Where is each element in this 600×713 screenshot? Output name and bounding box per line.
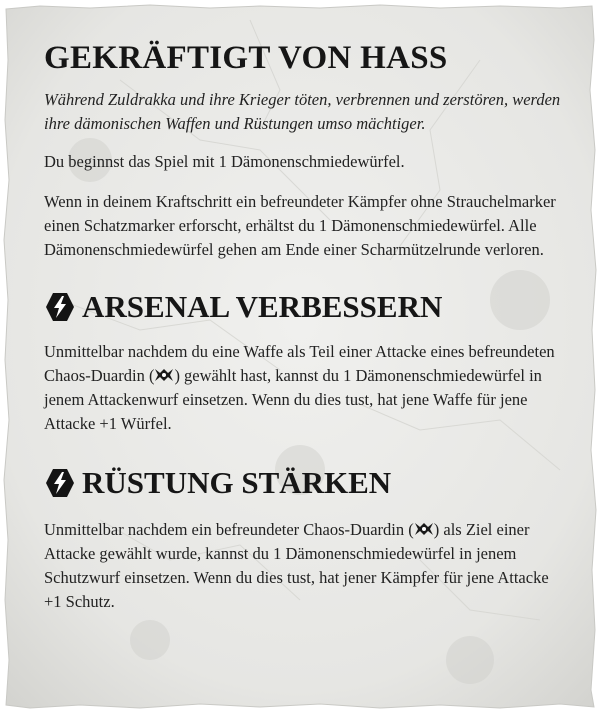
chaos-duardin-faction-icon: [154, 368, 174, 382]
ability-heading-arsenal: [44, 290, 569, 324]
ability-heading-ruestung: [44, 466, 569, 500]
flavor-text: Während Zuldrakka und ihre Krieger töten, verbrennen und zerstören, werden ihre dämonischen Waffen und Rüstungen umso mächtiger.: [44, 90, 561, 134]
lightning-hex-icon: [44, 467, 76, 499]
ability-text-arsenal: Unmittelbar nachdem du eine Waffe als Teil einer Attacke eines befreundeten Chaos-Duardin ( ) gewählt hast, kannst du 1 Dämonenschmiedewürfel in jenem Attackenwurf einsetzen. Wenn du dies tust, hat jene Waffe für jene Attacke +1 Würfel.: [44, 342, 555, 434]
lightning-hex-icon: [44, 291, 76, 323]
ability-text-ruestung: Unmittelbar nachdem ein befreundeter Chaos-Duardin ( ) als Ziel einer Attacke gewählt wurde, kannst du 1 Dämonenschmiedewürfel in jenem Schutzwurf einsetzen. Wenn du dies tust, hat jener Kämpfer für jene Attacke +1 Schutz.: [44, 520, 549, 612]
rule-paragraph-gain: Wenn in deinem Kraftschritt ein befreundeter Kämpfer ohne Strauchelmarker einen Schatzmarker erforscht, erhältst du 1 Dämonenschmiedewürfel. Alle Dämonenschmiedewürfel gehen am Ende einer Scharmützelrunde verloren.: [44, 192, 556, 260]
ability-title-ruestung: RÜSTUNG STÄRKEN: [82, 465, 392, 501]
card-content: [44, 40, 569, 614]
card-title: GEKRÄFTIGT VON HASS: [44, 40, 448, 76]
chaos-duardin-faction-icon: [414, 522, 434, 536]
rule-paragraph-start: Du beginnst das Spiel mit 1 Dämonenschmiedewürfel.: [44, 152, 405, 172]
ability-title-arsenal: ARSENAL VERBESSERN: [82, 289, 443, 325]
